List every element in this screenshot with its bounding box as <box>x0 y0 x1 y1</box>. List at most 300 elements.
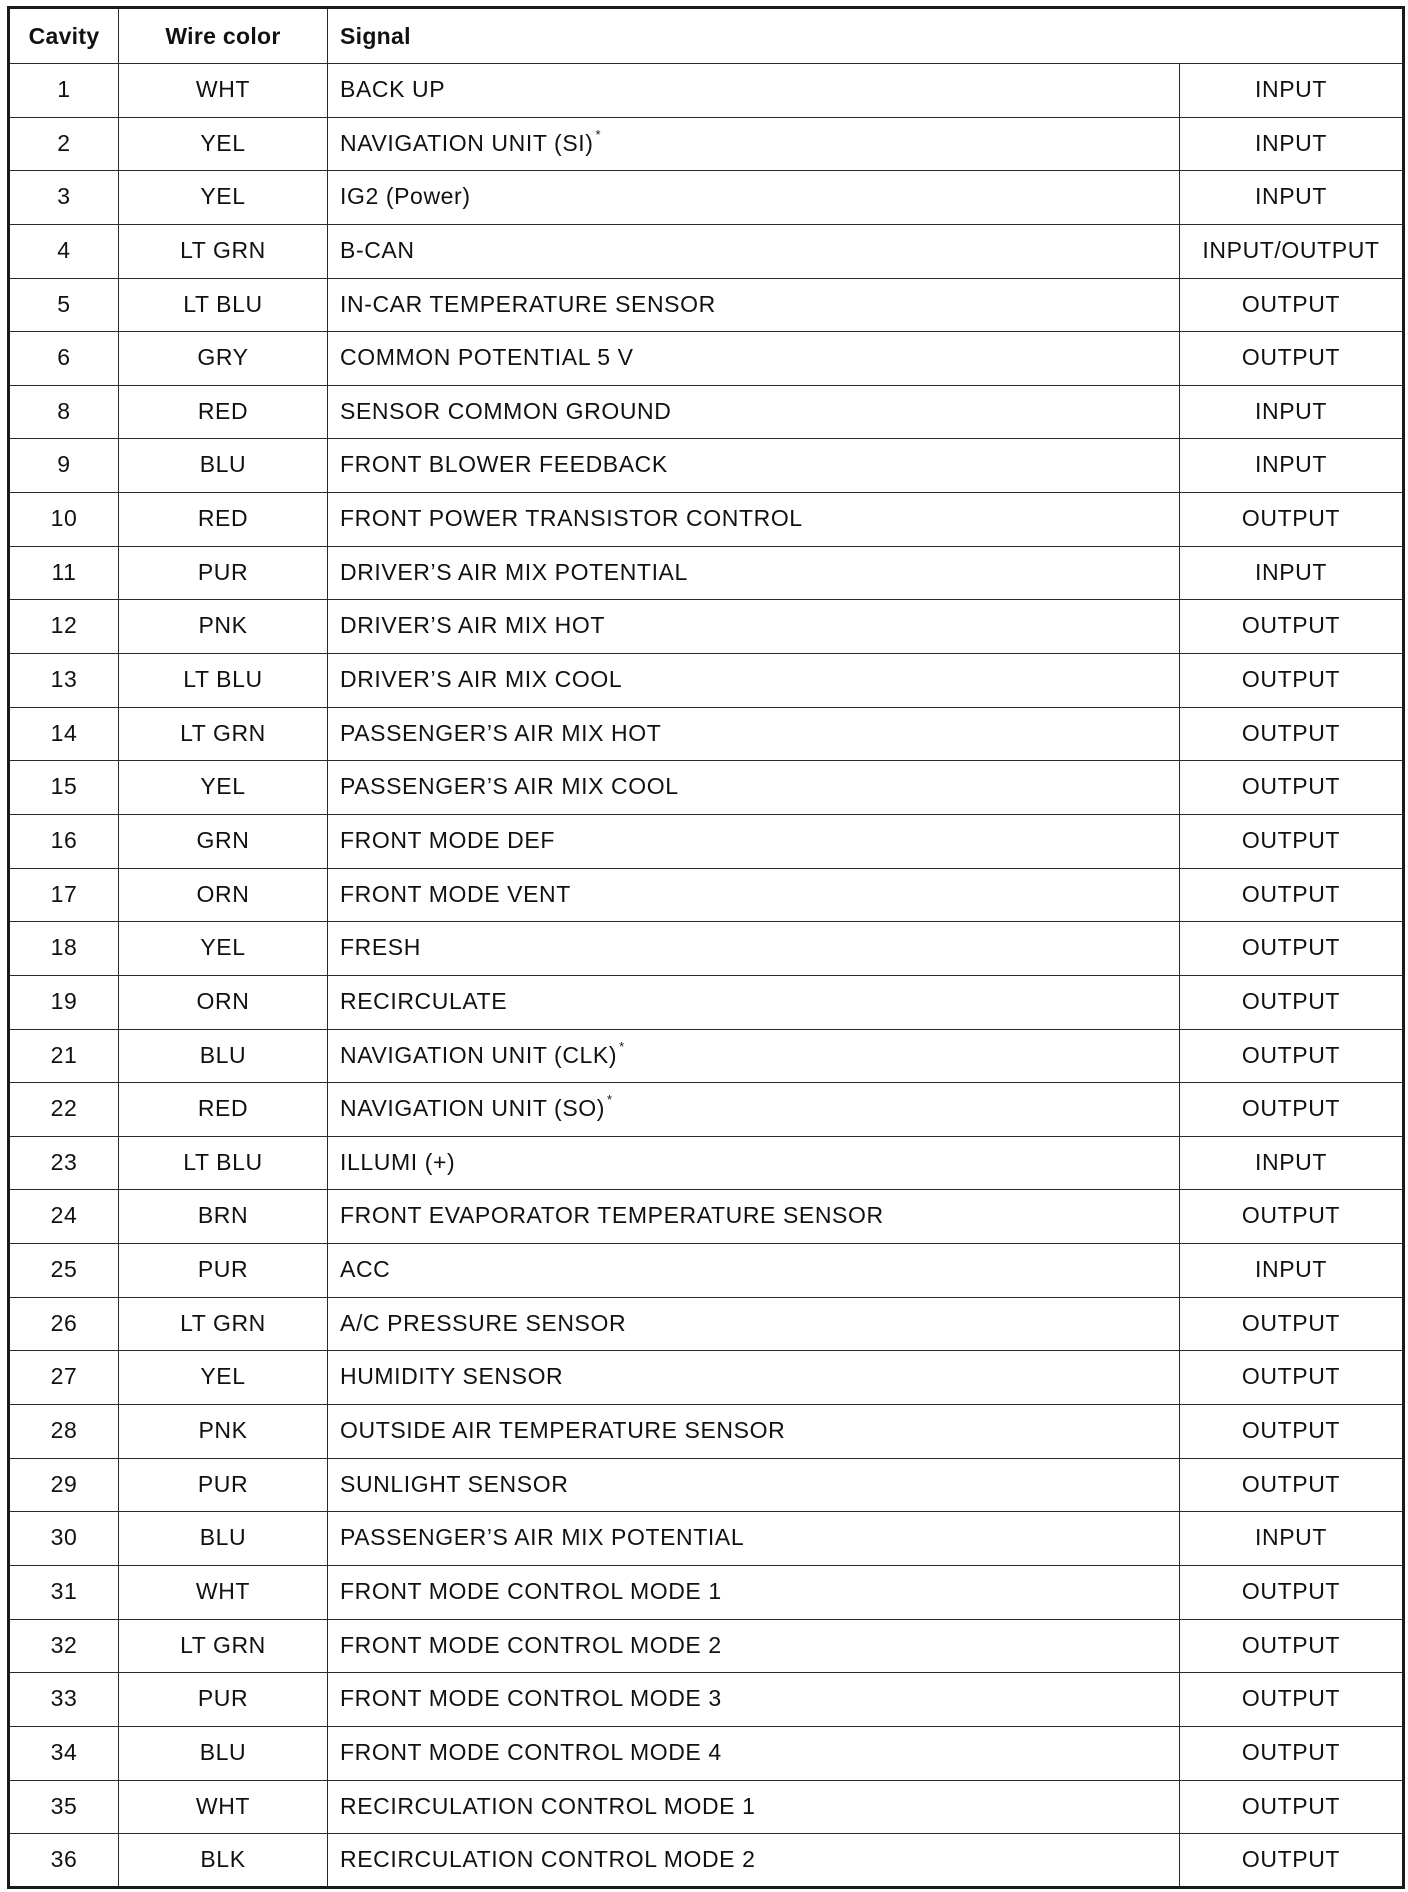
direction-cell-text: OUTPUT <box>1241 1363 1341 1390</box>
signal-cell-text: FRONT MODE CONTROL MODE 1 <box>340 1577 722 1604</box>
direction-cell-text: OUTPUT <box>1241 826 1341 853</box>
wire-color-cell <box>119 1726 328 1780</box>
wire-color-cell <box>119 1834 328 1888</box>
signal-cell-text: NAVIGATION UNIT (CLK) <box>340 1041 618 1068</box>
wire-color-cell-text: LT GRN <box>180 1631 266 1658</box>
cavity-cell <box>9 707 119 761</box>
signal-cell-text: PASSENGER’S AIR MIX COOL <box>340 773 679 800</box>
signal-cell <box>328 1351 1180 1405</box>
signal-cell-text: B-CAN <box>340 236 415 263</box>
signal-cell <box>328 1512 1180 1566</box>
wire-color-cell-text: WHT <box>195 76 251 102</box>
direction-cell-text: INPUT <box>1255 1148 1327 1175</box>
table-row <box>9 922 1404 976</box>
signal-cell <box>328 1190 1180 1244</box>
signal-cell-text: FRONT MODE VENT <box>340 880 571 907</box>
direction-cell <box>1180 385 1404 439</box>
cavity-cell <box>9 1029 119 1083</box>
table-row <box>9 1565 1404 1619</box>
wire-color-cell-text: LT BLU <box>183 666 263 693</box>
signal-cell <box>328 546 1180 600</box>
cavity-cell <box>9 1458 119 1512</box>
cavity-cell-text: 34 <box>50 1738 78 1765</box>
direction-cell-text: OUTPUT <box>1241 987 1341 1014</box>
signal-cell-text: PASSENGER’S AIR MIX POTENTIAL <box>340 1524 745 1551</box>
signal-cell-text: SENSOR COMMON GROUND <box>340 397 672 424</box>
table-body <box>9 64 1404 1888</box>
direction-cell-text: INPUT <box>1255 451 1327 478</box>
table-row <box>9 439 1404 493</box>
wire-color-cell <box>119 1619 328 1673</box>
direction-cell-text: INPUT <box>1255 76 1327 102</box>
cavity-cell <box>9 1244 119 1298</box>
wire-color-cell <box>119 654 328 708</box>
signal-cell-text: HUMIDITY SENSOR <box>340 1363 564 1390</box>
cavity-cell <box>9 493 119 547</box>
cavity-cell <box>9 1512 119 1566</box>
signal-cell-text: COMMON POTENTIAL 5 V <box>340 344 634 371</box>
signal-cell <box>328 1405 1180 1459</box>
wire-color-cell-text: YEL <box>200 934 246 961</box>
table-row <box>9 1136 1404 1190</box>
table-row <box>9 224 1404 278</box>
signal-cell <box>328 654 1180 708</box>
cavity-cell <box>9 1726 119 1780</box>
table-row <box>9 654 1404 708</box>
wire-color-cell <box>119 332 328 386</box>
wire-color-cell-text: YEL <box>200 129 246 156</box>
table-row <box>9 64 1404 118</box>
cavity-cell-text: 11 <box>51 558 77 585</box>
wire-color-cell <box>119 385 328 439</box>
cavity-cell-text: 28 <box>50 1417 78 1444</box>
cavity-cell-text: 4 <box>57 236 71 263</box>
cavity-cell-text: 35 <box>50 1792 78 1819</box>
table-row <box>9 1780 1404 1834</box>
direction-cell-text: OUTPUT <box>1241 612 1341 639</box>
signal-cell-text: RECIRCULATION CONTROL MODE 2 <box>340 1846 756 1873</box>
wire-color-cell <box>119 64 328 118</box>
direction-cell-text: OUTPUT <box>1241 719 1341 746</box>
wire-color-cell-text: RED <box>197 1095 249 1122</box>
direction-cell-text: OUTPUT <box>1241 934 1341 961</box>
direction-cell-text: OUTPUT <box>1241 1202 1341 1229</box>
cavity-cell-text: 1 <box>57 76 71 102</box>
signal-cell-text: FRONT MODE DEF <box>340 826 555 853</box>
signal-cell <box>328 117 1180 171</box>
cavity-cell-text: 23 <box>50 1148 78 1175</box>
direction-cell-text: INPUT <box>1255 1256 1327 1283</box>
cavity-cell <box>9 224 119 278</box>
table-row <box>9 975 1404 1029</box>
wire-color-cell <box>119 278 328 332</box>
wire-color-cell-text: BRN <box>197 1202 249 1229</box>
direction-cell-text: OUTPUT <box>1241 1470 1341 1497</box>
wire-color-cell-text: PNK <box>198 612 248 639</box>
cavity-cell <box>9 1673 119 1727</box>
signal-cell <box>328 868 1180 922</box>
signal-cell <box>328 493 1180 547</box>
cavity-cell <box>9 1780 119 1834</box>
direction-cell <box>1180 1297 1404 1351</box>
direction-cell <box>1180 493 1404 547</box>
table-row <box>9 278 1404 332</box>
signal-cell <box>328 278 1180 332</box>
wire-color-cell <box>119 224 328 278</box>
cavity-cell <box>9 117 119 171</box>
cavity-cell <box>9 278 119 332</box>
wire-color-cell <box>119 171 328 225</box>
table-row <box>9 707 1404 761</box>
cavity-cell <box>9 922 119 976</box>
direction-cell <box>1180 64 1404 118</box>
wire-color-cell-text: RED <box>197 505 249 532</box>
table-row <box>9 1351 1404 1405</box>
cavity-cell-text: 19 <box>50 987 78 1014</box>
wire-color-cell <box>119 1405 328 1459</box>
direction-cell <box>1180 600 1404 654</box>
direction-cell-text: OUTPUT <box>1241 1095 1341 1122</box>
wire-color-cell-text: LT GRN <box>180 719 266 746</box>
cavity-cell-text: 10 <box>50 505 78 532</box>
signal-cell-text: PASSENGER’S AIR MIX HOT <box>340 719 662 746</box>
table-row <box>9 171 1404 225</box>
wire-color-cell-text: RED <box>197 397 249 424</box>
table-row <box>9 546 1404 600</box>
signal-cell <box>328 1834 1180 1888</box>
cavity-cell-text: 32 <box>50 1631 78 1658</box>
wire-color-cell <box>119 117 328 171</box>
cavity-cell-text: 22 <box>50 1095 78 1122</box>
direction-cell <box>1180 1136 1404 1190</box>
direction-cell-text: INPUT <box>1255 1524 1327 1551</box>
cavity-cell <box>9 1405 119 1459</box>
table-row <box>9 868 1404 922</box>
signal-cell <box>328 1565 1180 1619</box>
direction-cell <box>1180 814 1404 868</box>
direction-cell-text: OUTPUT <box>1241 1631 1341 1658</box>
direction-cell <box>1180 1351 1404 1405</box>
cavity-cell-text: 3 <box>57 183 71 210</box>
direction-cell <box>1180 1083 1404 1137</box>
wire-color-cell <box>119 439 328 493</box>
wire-color-cell-text: WHT <box>195 1792 251 1819</box>
wire-color-cell <box>119 1780 328 1834</box>
signal-cell <box>328 171 1180 225</box>
header-wire-color: Wire color <box>119 8 328 64</box>
table-row <box>9 1405 1404 1459</box>
signal-cell <box>328 1297 1180 1351</box>
signal-cell <box>328 64 1180 118</box>
signal-cell-text: FRONT EVAPORATOR TEMPERATURE SENSOR <box>340 1202 884 1229</box>
signal-cell-text: IG2 (Power) <box>340 183 471 210</box>
cavity-cell-text: 9 <box>57 451 71 478</box>
signal-cell-text: NAVIGATION UNIT (SI) <box>340 129 594 156</box>
signal-cell <box>328 385 1180 439</box>
cavity-cell <box>9 546 119 600</box>
direction-cell <box>1180 332 1404 386</box>
connector-pinout-table <box>7 6 1405 1889</box>
direction-cell <box>1180 1565 1404 1619</box>
direction-cell <box>1180 1619 1404 1673</box>
wire-color-cell <box>119 975 328 1029</box>
direction-cell-text: OUTPUT <box>1241 1577 1341 1604</box>
direction-cell <box>1180 224 1404 278</box>
cavity-cell <box>9 1619 119 1673</box>
cavity-cell-text: 21 <box>50 1041 78 1068</box>
signal-cell <box>328 1083 1180 1137</box>
direction-cell-text: OUTPUT <box>1241 1309 1341 1336</box>
signal-cell <box>328 975 1180 1029</box>
direction-cell <box>1180 171 1404 225</box>
wire-color-cell-text: WHT <box>195 1577 251 1604</box>
direction-cell <box>1180 761 1404 815</box>
wire-color-cell <box>119 1512 328 1566</box>
wire-color-cell <box>119 1297 328 1351</box>
direction-cell <box>1180 975 1404 1029</box>
table-row <box>9 332 1404 386</box>
signal-cell <box>328 224 1180 278</box>
cavity-cell-text: 17 <box>50 880 78 907</box>
cavity-cell-text: 36 <box>50 1846 78 1873</box>
signal-cell <box>328 1244 1180 1298</box>
direction-cell-text: OUTPUT <box>1241 505 1341 532</box>
table-row <box>9 1673 1404 1727</box>
table-row <box>9 1834 1404 1888</box>
direction-cell <box>1180 1834 1404 1888</box>
wire-color-cell-text: LT BLU <box>183 1148 263 1175</box>
table-row <box>9 1726 1404 1780</box>
wire-color-cell <box>119 1029 328 1083</box>
direction-cell-text: OUTPUT <box>1241 1041 1341 1068</box>
signal-cell <box>328 439 1180 493</box>
table-row <box>9 761 1404 815</box>
wire-color-cell <box>119 1190 328 1244</box>
cavity-cell <box>9 1834 119 1888</box>
cavity-cell-text: 8 <box>57 397 71 424</box>
cavity-cell <box>9 332 119 386</box>
cavity-cell <box>9 171 119 225</box>
cavity-cell-text: 16 <box>50 826 78 853</box>
direction-cell-text: OUTPUT <box>1241 344 1341 371</box>
direction-cell <box>1180 1673 1404 1727</box>
wire-color-cell-text: BLU <box>199 1041 247 1068</box>
table-row <box>9 1512 1404 1566</box>
cavity-cell <box>9 1565 119 1619</box>
table-row <box>9 1190 1404 1244</box>
direction-cell <box>1180 1029 1404 1083</box>
table-row <box>9 1244 1404 1298</box>
footnote-marker: * <box>619 1038 625 1054</box>
wire-color-cell-text: ORN <box>196 880 250 907</box>
cavity-cell <box>9 1190 119 1244</box>
signal-cell-text: FRESH <box>340 934 421 961</box>
table-row <box>9 117 1404 171</box>
wire-color-cell-text: PUR <box>197 558 249 585</box>
direction-cell <box>1180 1780 1404 1834</box>
signal-cell-text: IN-CAR TEMPERATURE SENSOR <box>340 290 716 317</box>
cavity-cell <box>9 1136 119 1190</box>
signal-cell-text: FRONT BLOWER FEEDBACK <box>340 451 668 478</box>
signal-cell <box>328 814 1180 868</box>
wire-color-cell <box>119 493 328 547</box>
table-row <box>9 1458 1404 1512</box>
direction-cell <box>1180 868 1404 922</box>
direction-cell <box>1180 1458 1404 1512</box>
cavity-cell-text: 12 <box>50 612 78 639</box>
footnote-marker: * <box>595 126 602 142</box>
wire-color-cell <box>119 1351 328 1405</box>
direction-cell <box>1180 1190 1404 1244</box>
table-row <box>9 493 1404 547</box>
table-row <box>9 1083 1404 1137</box>
direction-cell-text: OUTPUT <box>1241 880 1341 907</box>
table-row <box>9 814 1404 868</box>
wire-color-cell <box>119 1458 328 1512</box>
cavity-cell <box>9 1297 119 1351</box>
table-row <box>9 600 1404 654</box>
direction-cell-text: OUTPUT <box>1241 1738 1341 1765</box>
wire-color-cell <box>119 761 328 815</box>
direction-cell-text: OUTPUT <box>1241 666 1341 693</box>
wire-color-cell <box>119 600 328 654</box>
signal-cell-text: FRONT MODE CONTROL MODE 4 <box>340 1738 722 1765</box>
cavity-cell-text: 13 <box>50 666 78 693</box>
cavity-cell-text: 5 <box>57 290 71 317</box>
table-row <box>9 385 1404 439</box>
wire-color-cell <box>119 1083 328 1137</box>
direction-cell <box>1180 278 1404 332</box>
header-cavity: Cavity <box>9 8 119 64</box>
signal-cell <box>328 600 1180 654</box>
signal-cell-text: SUNLIGHT SENSOR <box>340 1470 569 1497</box>
wire-color-cell <box>119 546 328 600</box>
cavity-cell-text: 29 <box>50 1470 78 1497</box>
signal-cell <box>328 1619 1180 1673</box>
signal-cell-text: RECIRCULATE <box>340 987 508 1014</box>
signal-cell <box>328 1780 1180 1834</box>
cavity-cell <box>9 1351 119 1405</box>
direction-cell-text: INPUT <box>1255 129 1327 156</box>
cavity-cell <box>9 385 119 439</box>
direction-cell-text: OUTPUT <box>1241 1792 1341 1819</box>
wire-color-cell-text: GRY <box>197 344 249 371</box>
wire-color-cell-text: ORN <box>196 987 250 1014</box>
signal-cell-text: BACK UP <box>340 76 446 102</box>
cavity-cell-text: 27 <box>50 1363 78 1390</box>
wire-color-cell-text: LT BLU <box>183 290 263 317</box>
wire-color-cell-text: YEL <box>200 773 246 800</box>
signal-cell-text: ILLUMI (+) <box>340 1148 456 1175</box>
signal-cell <box>328 1726 1180 1780</box>
wire-color-cell <box>119 1673 328 1727</box>
direction-cell-text: OUTPUT <box>1241 1417 1341 1444</box>
cavity-cell-text: 18 <box>50 934 78 961</box>
wire-color-cell-text: YEL <box>200 183 246 210</box>
signal-cell <box>328 1136 1180 1190</box>
cavity-cell-text: 2 <box>57 129 71 156</box>
signal-cell <box>328 761 1180 815</box>
wire-color-cell <box>119 1136 328 1190</box>
wire-color-cell-text: LT GRN <box>180 1309 266 1336</box>
table-row <box>9 1029 1404 1083</box>
direction-cell-text: OUTPUT <box>1241 1685 1341 1712</box>
direction-cell <box>1180 1726 1404 1780</box>
wire-color-cell <box>119 1565 328 1619</box>
wire-color-cell <box>119 707 328 761</box>
cavity-cell <box>9 975 119 1029</box>
cavity-cell <box>9 64 119 118</box>
cavity-cell-text: 33 <box>50 1685 78 1712</box>
cavity-cell <box>9 654 119 708</box>
direction-cell <box>1180 707 1404 761</box>
signal-cell <box>328 707 1180 761</box>
wire-color-cell <box>119 868 328 922</box>
cavity-cell <box>9 868 119 922</box>
direction-cell-text: INPUT <box>1255 183 1327 210</box>
direction-cell <box>1180 439 1404 493</box>
direction-cell-text: INPUT <box>1255 397 1327 424</box>
wire-color-cell <box>119 1244 328 1298</box>
header-row <box>9 8 1404 64</box>
direction-cell <box>1180 922 1404 976</box>
cavity-cell-text: 25 <box>50 1256 78 1283</box>
wire-color-cell-text: PNK <box>198 1417 248 1444</box>
cavity-cell-text: 24 <box>50 1202 78 1229</box>
wire-color-cell-text: GRN <box>196 826 250 853</box>
direction-cell <box>1180 1512 1404 1566</box>
signal-cell-text: FRONT MODE CONTROL MODE 3 <box>340 1685 722 1712</box>
cavity-cell <box>9 814 119 868</box>
signal-cell <box>328 1458 1180 1512</box>
wire-color-cell-text: BLK <box>200 1846 246 1873</box>
header-signal: Signal <box>328 8 1404 64</box>
cavity-cell <box>9 600 119 654</box>
signal-cell-text: DRIVER’S AIR MIX POTENTIAL <box>340 558 688 585</box>
wire-color-cell-text: PUR <box>197 1256 249 1283</box>
direction-cell <box>1180 1244 1404 1298</box>
cavity-cell-text: 15 <box>50 773 78 800</box>
cavity-cell <box>9 439 119 493</box>
table-row <box>9 1297 1404 1351</box>
signal-cell <box>328 922 1180 976</box>
signal-cell-text: FRONT POWER TRANSISTOR CONTROL <box>340 505 803 532</box>
signal-cell-text: A/C PRESSURE SENSOR <box>340 1309 627 1336</box>
direction-cell <box>1180 117 1404 171</box>
direction-cell-text: OUTPUT <box>1241 1846 1341 1873</box>
wire-color-cell-text: PUR <box>197 1685 249 1712</box>
signal-cell-text: DRIVER’S AIR MIX HOT <box>340 612 606 639</box>
direction-cell-text: INPUT <box>1255 558 1327 585</box>
wire-color-cell <box>119 922 328 976</box>
signal-cell-text: ACC <box>340 1256 391 1283</box>
wire-color-cell-text: BLU <box>199 1738 247 1765</box>
cavity-cell <box>9 761 119 815</box>
cavity-cell-text: 26 <box>50 1309 78 1336</box>
signal-cell-text: NAVIGATION UNIT (SO) <box>340 1095 606 1122</box>
wire-color-cell <box>119 814 328 868</box>
direction-cell-text: OUTPUT <box>1241 773 1341 800</box>
signal-cell-text: FRONT MODE CONTROL MODE 2 <box>340 1631 722 1658</box>
signal-cell-text: RECIRCULATION CONTROL MODE 1 <box>340 1792 756 1819</box>
signal-cell-text: OUTSIDE AIR TEMPERATURE SENSOR <box>340 1417 786 1444</box>
cavity-cell-text: 14 <box>50 719 78 746</box>
direction-cell <box>1180 654 1404 708</box>
cavity-cell <box>9 1083 119 1137</box>
wire-color-cell-text: BLU <box>199 1524 247 1551</box>
wire-color-cell-text: LT GRN <box>180 236 266 263</box>
cavity-cell-text: 6 <box>57 344 71 371</box>
